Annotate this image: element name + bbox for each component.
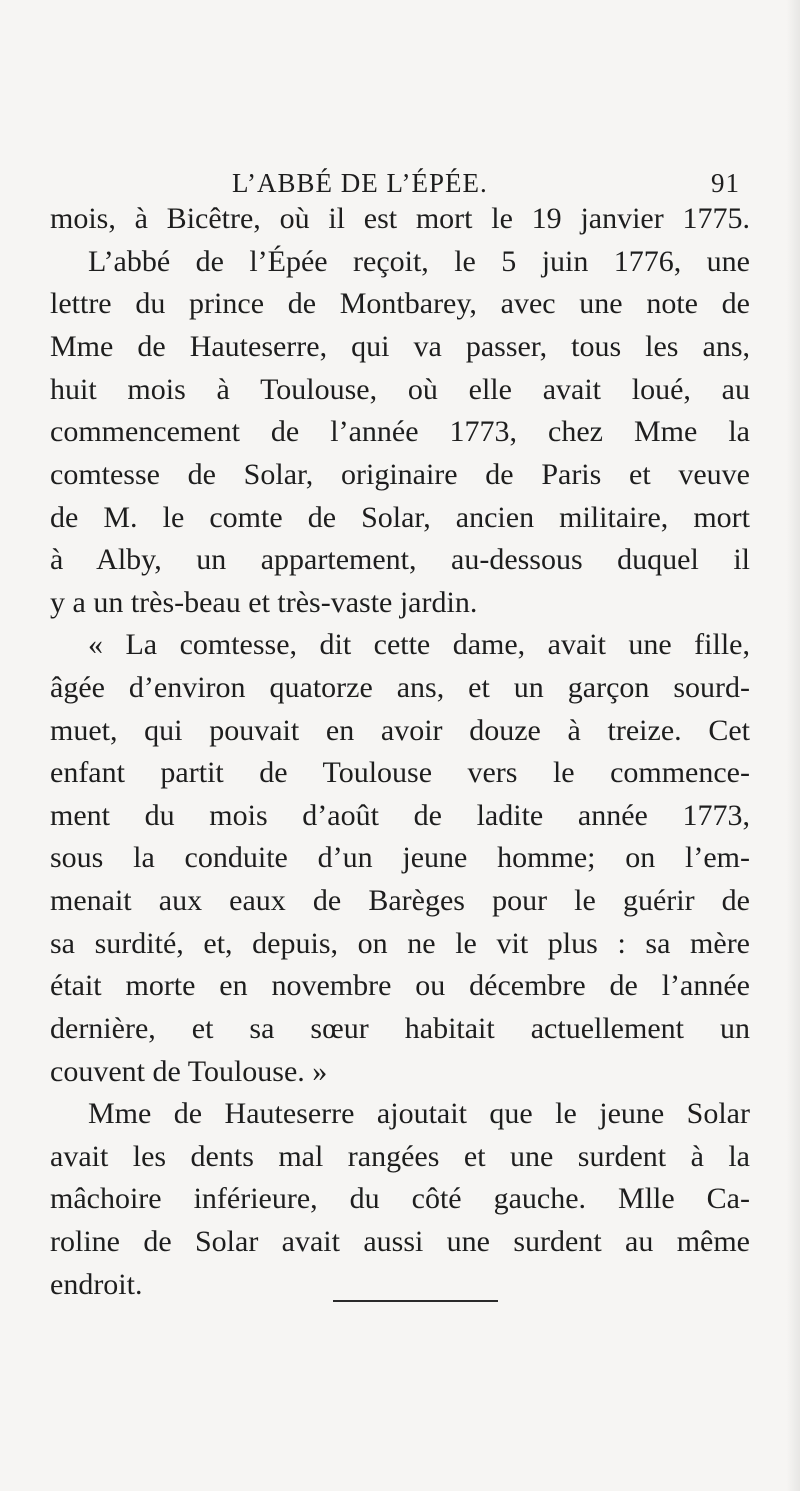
running-title: L’ABBÉ DE L’ÉPÉE. — [232, 168, 488, 198]
page-edge-shadow — [786, 0, 800, 1491]
text-line: lettre du prince de Montbarey, avec une note de — [50, 287, 750, 320]
text-line: huit mois à Toulouse, où elle avait loué, au — [50, 373, 750, 406]
text-line: de M. le comte de Solar, ancien militaire, mort — [50, 501, 750, 534]
text-line: menait aux eaux de Barèges pour le guérir de — [50, 884, 750, 917]
text-line: dernière, et sa sœur habitait actuellement un — [50, 1012, 750, 1045]
page-number: 91 — [711, 168, 740, 198]
text-line: y a un très-beau et très-vaste jardin. — [50, 586, 478, 619]
text-line: roline de Solar avait aussi une surdent au même — [50, 1225, 750, 1258]
text-line: enfant partit de Toulouse vers le commence- — [50, 756, 750, 789]
text-line: âgée d’environ quatorze ans, et un garçon sourd- — [50, 671, 750, 704]
text-line: muet, qui pouvait en avoir douze à treize. Cet — [50, 714, 750, 747]
text-line: couvent de Toulouse. » — [50, 1055, 328, 1088]
text-line: Mme de Hauteserre ajoutait que le jeune Solar — [88, 1097, 750, 1130]
text-line: mâchoire inférieure, du côté gauche. Mlle Ca- — [50, 1182, 750, 1215]
section-rule — [333, 1300, 498, 1302]
text-line: mois, à Bicêtre, où il est mort le 19 janvier 1775. — [50, 202, 750, 235]
text-line: sa surdité, et, depuis, on ne le vit plus : sa mère — [50, 927, 750, 960]
text-line: à Alby, un appartement, au-dessous duquel il — [50, 543, 750, 576]
text-line: avait les dents mal rangées et une surdent à la — [50, 1140, 750, 1173]
text-line: Mme de Hauteserre, qui va passer, tous les ans, — [50, 330, 750, 363]
text-line: « La comtesse, dit cette dame, avait une fille, — [88, 628, 750, 661]
text-line: commencement de l’année 1773, chez Mme la — [50, 415, 750, 448]
text-line: endroit. — [50, 1268, 143, 1301]
text-line: comtesse de Solar, originaire de Paris et veuve — [50, 458, 750, 491]
text-line: était morte en novembre ou décembre de l’année — [50, 969, 750, 1002]
text-line: ment du mois d’août de ladite année 1773, — [50, 799, 750, 832]
text-line: sous la conduite d’un jeune homme; on l’em- — [50, 841, 750, 874]
text-line: L’abbé de l’Épée reçoit, le 5 juin 1776, une — [88, 245, 750, 278]
